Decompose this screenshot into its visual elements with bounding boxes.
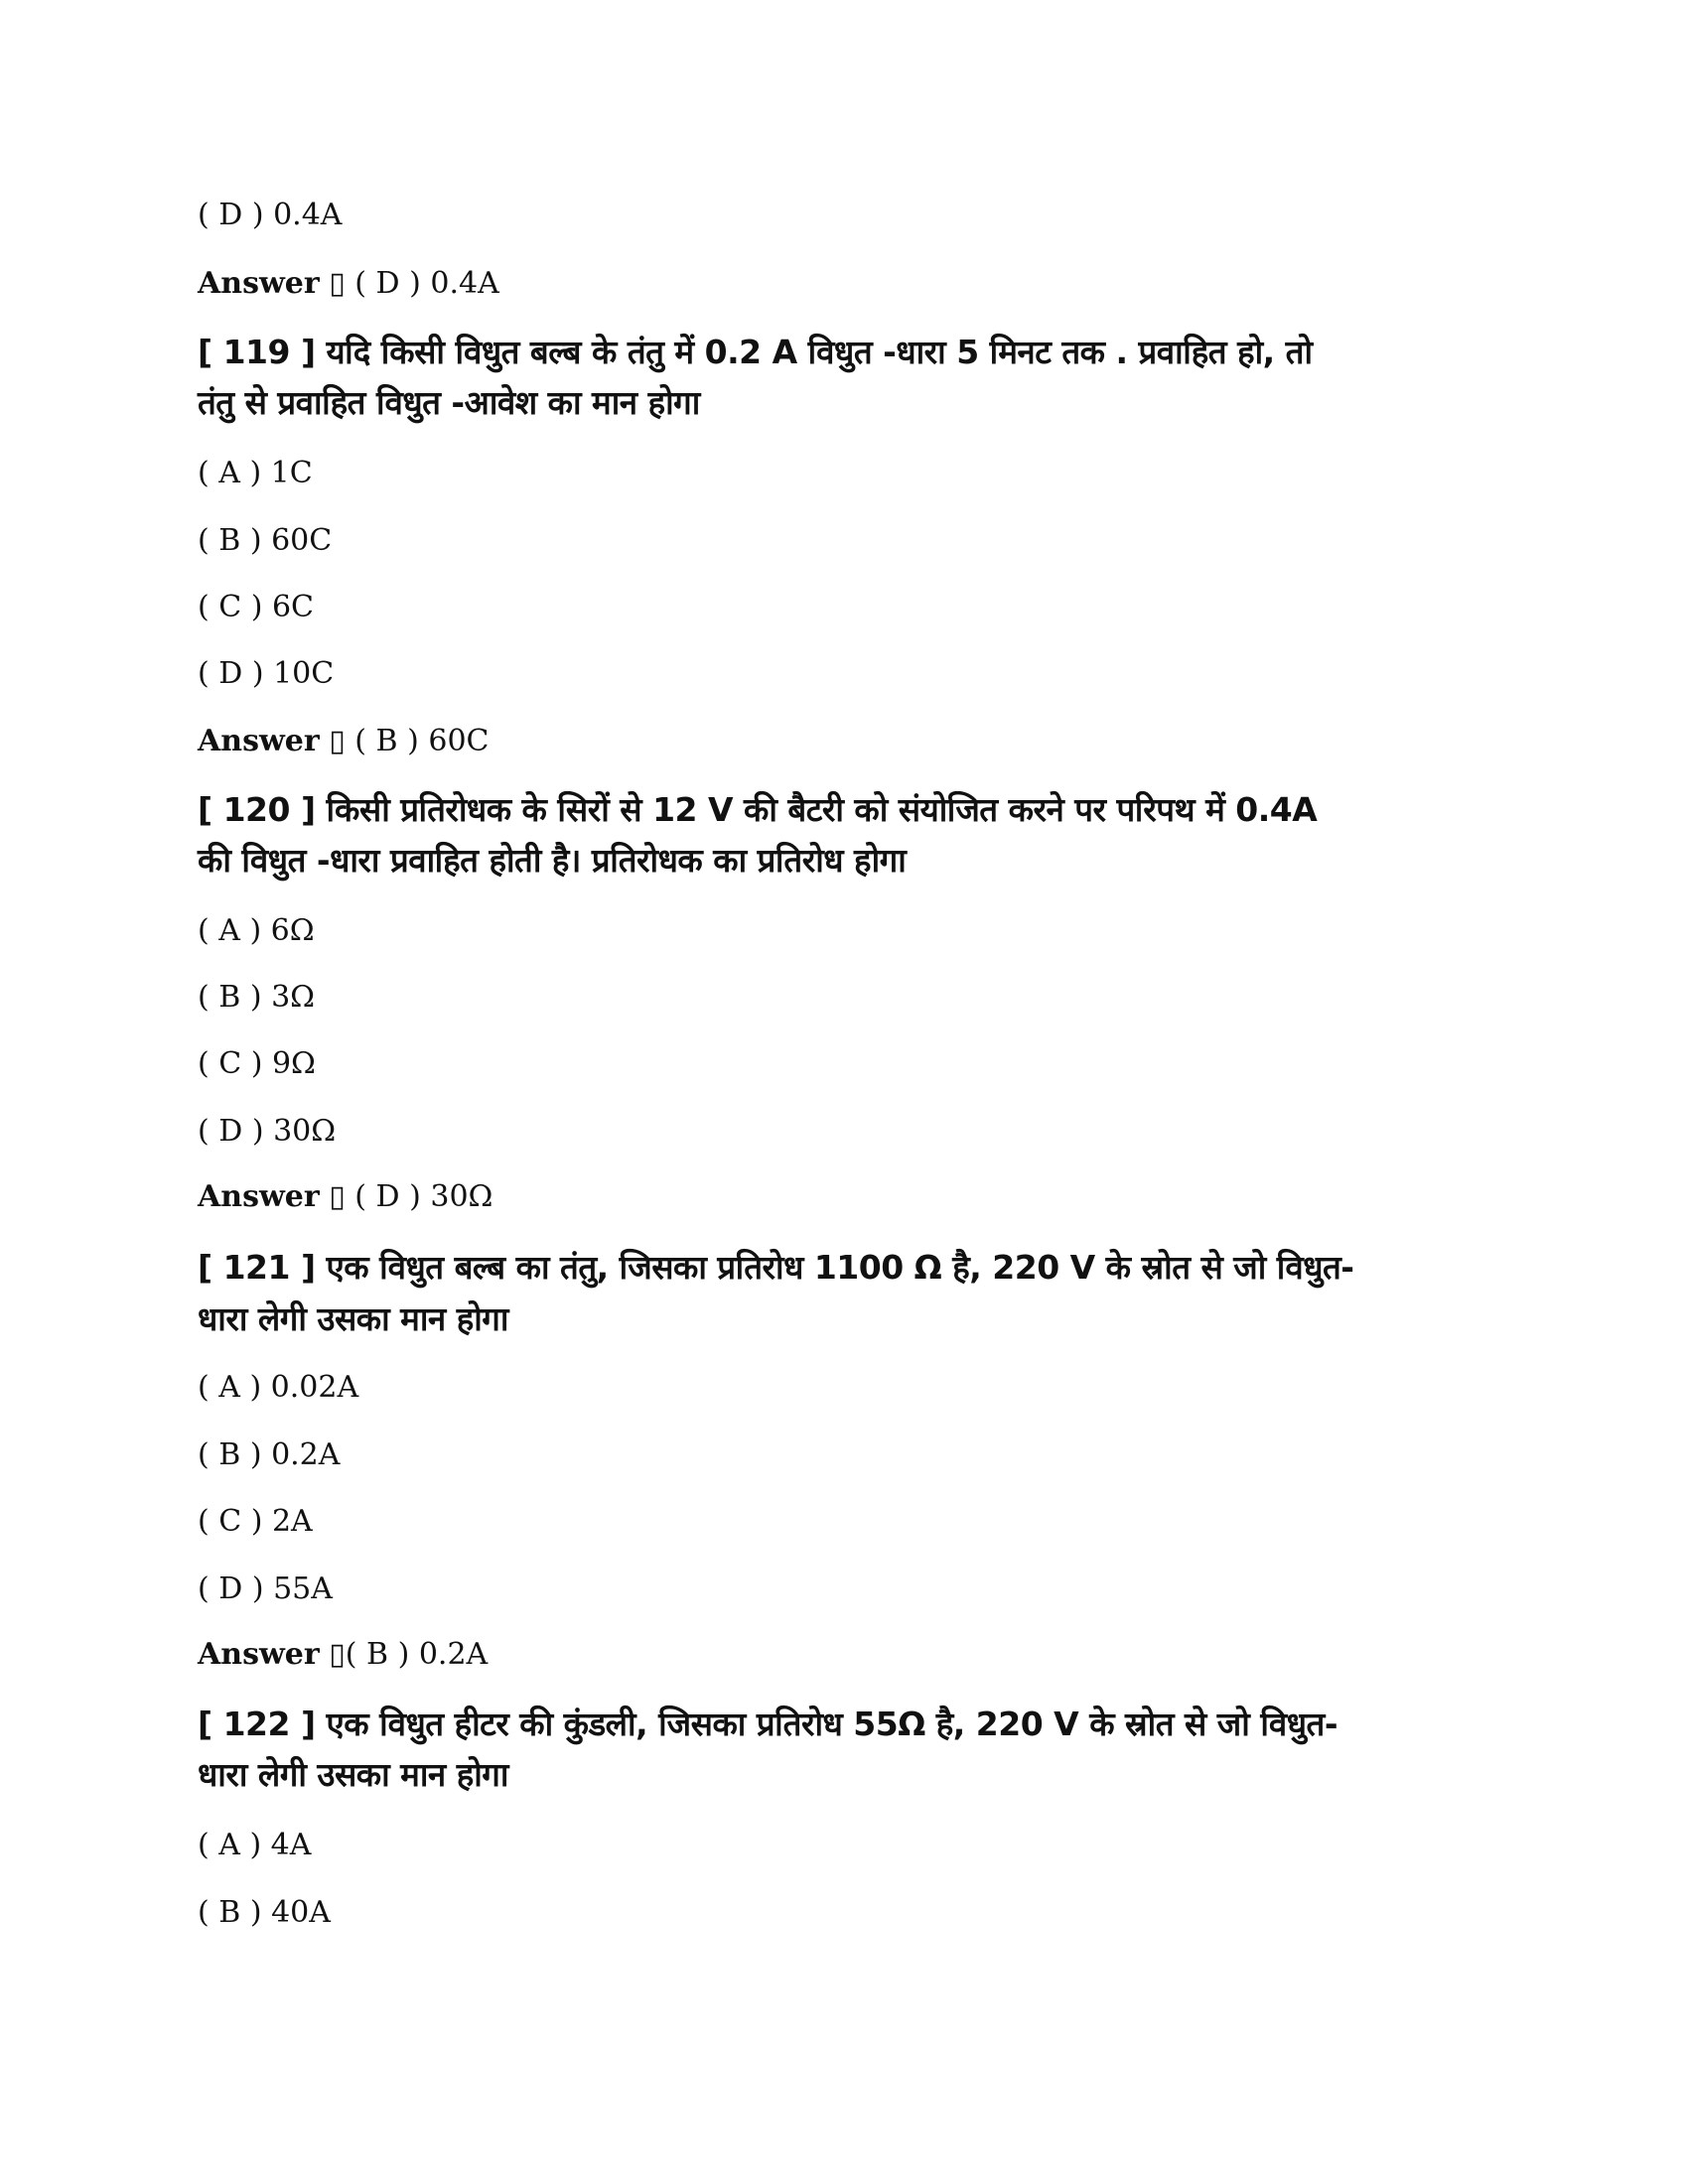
option-line: ( A ) 1C — [198, 456, 313, 490]
question-text: [ 119 ] यदि किसी विधुत बल्ब के तंतु में 0.2 A विधुत -धारा 5 मिनट तक . प्रवाहित हो, तो — [198, 333, 1313, 371]
answer-mark-icon: ▯ — [329, 1179, 346, 1214]
answer-mark-icon: ▯ — [329, 724, 346, 758]
option-line: ( A ) 0.02A — [198, 1370, 359, 1405]
question-text: [ 122 ] एक विधुत हीटर की कुंडली, जिसका प्रतिरोध 55Ω है, 220 V के स्रोत से जो विधुत- — [198, 1705, 1338, 1743]
question-text: की विधुत -धारा प्रवाहित होती है। प्रतिरोधक का प्रतिरोध होगा — [198, 841, 907, 880]
answer-mark-icon: ▯ — [329, 1637, 346, 1672]
option-line: ( A ) 6Ω — [198, 913, 315, 948]
answer-value: ( B ) 60C — [345, 724, 490, 758]
answer-line — [198, 1179, 493, 1214]
answer-mark-icon: ▯ — [329, 266, 346, 301]
option-line: ( D ) 30Ω — [198, 1114, 337, 1149]
question-text: धारा लेगी उसका मान होगा — [198, 1299, 508, 1338]
option-line: ( D ) 10C — [198, 656, 335, 691]
option-line: ( B ) 40A — [198, 1895, 331, 1930]
option-line: ( D ) 55A — [198, 1571, 333, 1606]
option-line: ( C ) 6C — [198, 590, 315, 624]
option-line: ( D ) 0.4A — [198, 198, 343, 232]
answer-label: Answer — [198, 1637, 320, 1672]
answer-label: Answer — [198, 1179, 320, 1214]
answer-value: ( D ) 0.4A — [345, 266, 499, 301]
answer-label: Answer — [198, 266, 320, 301]
option-line: ( C ) 2A — [198, 1504, 313, 1539]
question-text: [ 121 ] एक विधुत बल्ब का तंतु, जिसका प्रतिरोध 1100 Ω है, 220 V के स्रोत से जो विधुत- — [198, 1248, 1354, 1287]
option-line: ( B ) 60C — [198, 523, 333, 558]
answer-line — [198, 1637, 489, 1672]
answer-line — [198, 724, 490, 758]
answer-value: ( B ) 0.2A — [345, 1637, 489, 1672]
question-text: धारा लेगी उसका मान होगा — [198, 1755, 508, 1794]
option-line: ( A ) 4A — [198, 1828, 312, 1862]
answer-label: Answer — [198, 724, 320, 758]
option-line: ( B ) 3Ω — [198, 980, 316, 1015]
answer-value: ( D ) 30Ω — [345, 1179, 493, 1214]
question-text: तंतु से प्रवाहित विधुत -आवेश का मान होगा — [198, 383, 700, 422]
answer-line — [198, 266, 499, 301]
option-line: ( B ) 0.2A — [198, 1437, 341, 1472]
option-line: ( C ) 9Ω — [198, 1046, 316, 1081]
question-text: [ 120 ] किसी प्रतिरोधक के सिरों से 12 V की बैटरी को संयोजित करने पर परिपथ में 0.4A — [198, 790, 1318, 829]
